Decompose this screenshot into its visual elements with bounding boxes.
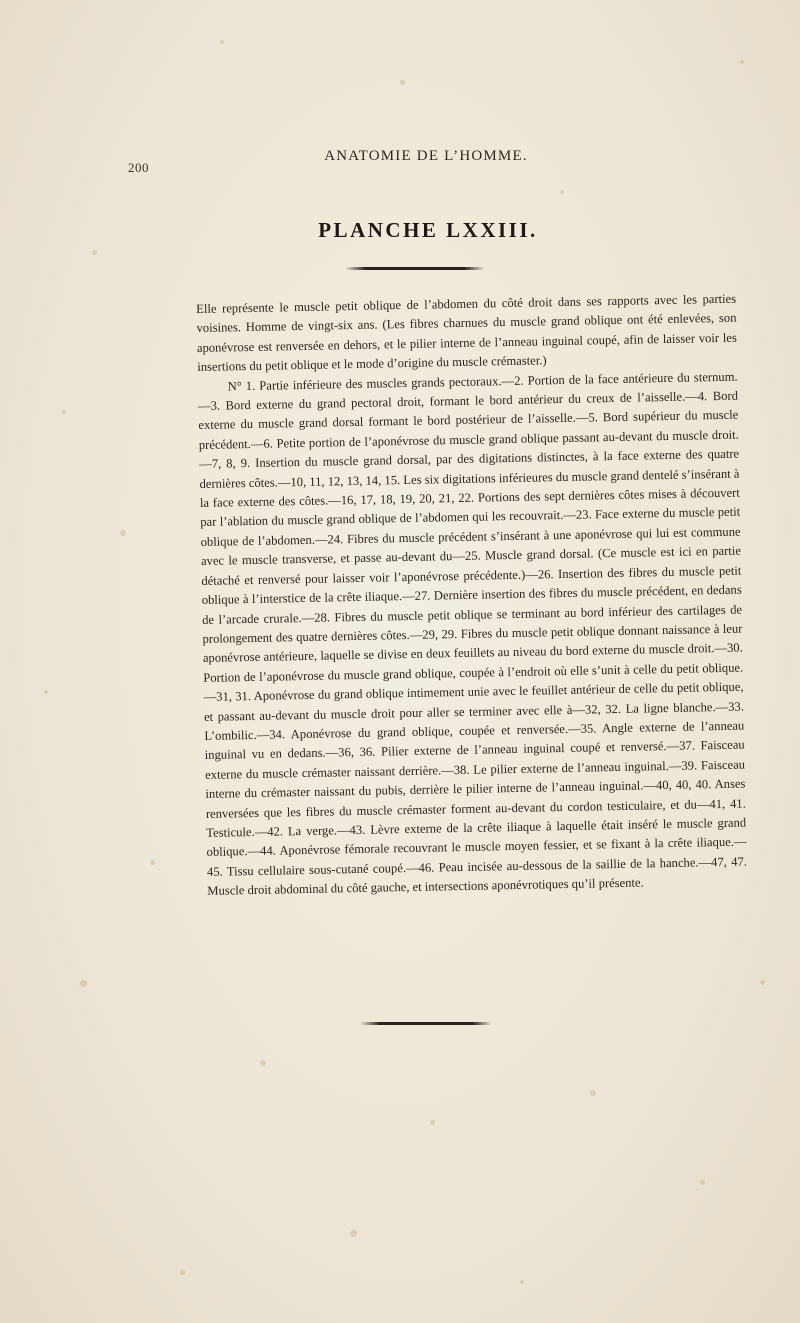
plate-description bbox=[196, 290, 747, 902]
foxing-spot bbox=[760, 980, 765, 985]
foxing-spot bbox=[180, 1270, 185, 1275]
foxing-spot bbox=[260, 1060, 266, 1066]
ornamental-rule-bottom bbox=[360, 1022, 492, 1025]
plate-title bbox=[0, 218, 800, 243]
foxing-spot bbox=[80, 980, 87, 987]
legend-paragraph: N° 1. Partie inférieure des muscles grands pectoraux.—2. Portion de la face antérieure du sternum.—3. Bord externe du grand pectoral droit, formant le bord antérieur du creux de l’aisselle.—4. Bord externe du muscle grand dorsal formant le bord postérieur de l’aisselle.—5. Bord supérieur du muscle précédent.—6. Petite portion de l’aponévrose du muscle grand oblique passant au-devant du muscle droit.—7, 8, 9. Insertion du muscle grand dorsal, par des digitations distinctes, à la face externe des quatre dernières côtes.—10, 11, 12, 13, 14, 15. Les six digitations inférieures du muscle grand dentelé s’insérant à la face externe des côtes.—16, 17, 18, 19, 20, 21, 22. Portions des sept dernières côtes mises à découvert par l’ablation du muscle grand oblique de l’abdomen qui les recouvrait.—23. Face externe du muscle petit oblique de l’abdomen.—24. Fibres du muscle précédent s’insérant à une aponévrose qui lui est commune avec le muscle transverse, et passe au-devant du—25. Muscle grand dorsal. (Ce muscle est ici en partie détaché et renversé pour laisser voir l’aponévrose précédente.)—26. Insertion des fibres du muscle petit oblique à l’interstice de la crête iliaque.—27. Dernière insertion des fibres du muscle précédent, en dedans de l’arcade crurale.—28. Fibres du muscle petit oblique se terminant au bord inférieur des cartilages de prolongement des quatre dernières côtes.—29, 29. Fibres du muscle petit oblique donnant naissance à leur aponévrose antérieure, laquelle se divise en deux feuillets au niveau du bord externe du muscle droit.—30. Portion de l’aponévrose du muscle grand oblique, coupée à l’endroit où elle s’unit à celle du petit oblique.—31, 31. Aponévrose du grand oblique intimement unie avec le feuillet antérieur de celle du petit oblique, et passant au-devant du muscle droit pour aller se terminer avec elle à—32, 32. La ligne blanche.—33. L’ombilic.—34. Aponévrose du grand oblique, coupée et renversée.—35. Angle externe de l’anneau inguinal vu en dedans.—36, 36. Pilier externe de l’anneau inguinal coupé et renversé.—37. Faisceau externe du muscle crémaster naissant derrière.—38. Le pilier externe de l’anneau inguinal.—39. Faisceau interne du crémaster naissant du pubis, derrière le pilier interne de l’anneau inguinal.—40, 40, 40. Anses renversées que les fibres du muscle crémaster forment au-devant du cordon testiculaire, et du—41, 41. Testicule.—42. La verge.—43. Lèvre externe de la crête iliaque à laquelle était inséré le muscle grand oblique.—44. Aponévrose fémorale recouvrant le muscle moyen fessier, et se fixant à la crête iliaque.—45. Tissu cellulaire sous-cutané coupé.—46. Peau incisée au-dessous de la saillie de la hanche.—47, 47. Muscle droit abdominal du côté gauche, et intersections aponévrotiques qu’il présente. bbox=[197, 369, 748, 899]
foxing-spot bbox=[350, 1230, 357, 1237]
plate-title-text: PLANCHE LXXIII. bbox=[318, 218, 538, 242]
intro-paragraph: Elle représente le muscle petit oblique de l’abdomen du côté droit dans ses rapports avec les parties voisines. Homme de vingt-six ans. (Les fibres charnues du muscle grand oblique ont été enlevées, son aponévrose est renversée en dehors, et le pilier interne de l’anneau inguinal coupé, afin de laisser voir les insertions du petit oblique et le mode d’origine du muscle crémaster.) bbox=[196, 291, 737, 375]
foxing-spot bbox=[120, 530, 126, 536]
foxing-spot bbox=[520, 1280, 524, 1284]
foxing-spot bbox=[220, 40, 224, 44]
foxing-spot bbox=[560, 190, 564, 194]
foxing-spot bbox=[62, 410, 66, 414]
foxing-spot bbox=[150, 860, 155, 865]
foxing-spot bbox=[92, 250, 97, 255]
page-number: 200 bbox=[128, 160, 149, 175]
foxing-spot bbox=[740, 60, 744, 64]
foxing-spot bbox=[44, 690, 48, 694]
ornamental-rule-top bbox=[345, 267, 485, 270]
foxing-spot bbox=[430, 1120, 435, 1125]
foxing-spot bbox=[700, 1180, 705, 1185]
foxing-spot bbox=[400, 80, 405, 85]
foxing-spot bbox=[590, 1090, 596, 1096]
running-title-text: ANATOMIE DE L’HOMME. bbox=[324, 148, 528, 164]
running-title bbox=[0, 148, 800, 165]
